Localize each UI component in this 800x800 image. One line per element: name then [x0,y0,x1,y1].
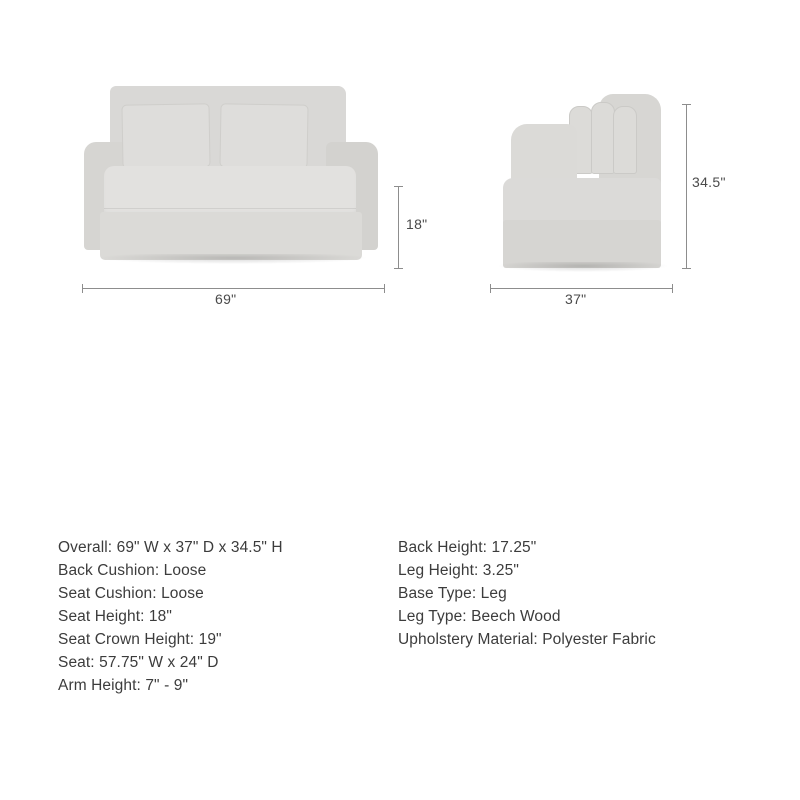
front-width-dimension-line [82,288,384,289]
side-back-cushion-2 [591,102,615,174]
side-height-label: 34.5" [692,174,726,190]
side-depth-dimension-line [490,288,672,289]
side-back-cushion-3 [613,106,637,174]
spec-item: Base Type: Leg [398,585,507,602]
spec-item: Leg Type: Beech Wood [398,608,561,625]
spec-item: Upholstery Material: Polyester Fabric [398,631,656,648]
spec-column-left [58,536,398,697]
front-width-tick-right [384,284,385,293]
spec-item: Leg Height: 3.25" [398,562,519,579]
front-seat-seam [104,208,356,209]
front-height-tick-bottom [394,268,403,269]
loveseat-front-view [78,86,378,266]
spec-item: Seat Cushion: Loose [58,585,204,602]
side-skirt [503,220,661,268]
side-depth-tick-right [672,284,673,293]
front-floor-shadow [100,254,366,264]
front-skirt [100,212,362,260]
spec-item: Arm Height: 7" - 9" [58,677,189,694]
loveseat-side-view [495,92,680,270]
spec-item: Seat Height: 18" [58,608,172,625]
side-height-tick-bottom [682,268,691,269]
front-width-label: 69" [215,291,237,307]
spec-item: Overall: 69" W x 37" D x 34.5" H [58,539,283,556]
front-height-tick-top [394,186,403,187]
front-height-label: 18" [406,216,428,232]
front-width-tick-left [82,284,83,293]
side-floor-shadow [499,262,667,272]
front-seat-cushion [104,166,356,218]
front-back-cushion-right [219,103,308,169]
spec-item: Back Cushion: Loose [58,562,207,579]
front-height-dimension-line [398,186,399,268]
spec-item: Seat: 57.75" W x 24" D [58,654,219,671]
side-depth-tick-left [490,284,491,293]
spec-item: Seat Crown Height: 19" [58,631,222,648]
side-depth-label: 37" [565,291,587,307]
side-height-tick-top [682,104,691,105]
spec-item: Back Height: 17.25" [398,539,537,556]
specification-list [58,536,758,697]
side-height-dimension-line [686,104,687,268]
front-back-cushion-left [121,103,210,169]
spec-column-right [398,536,738,697]
